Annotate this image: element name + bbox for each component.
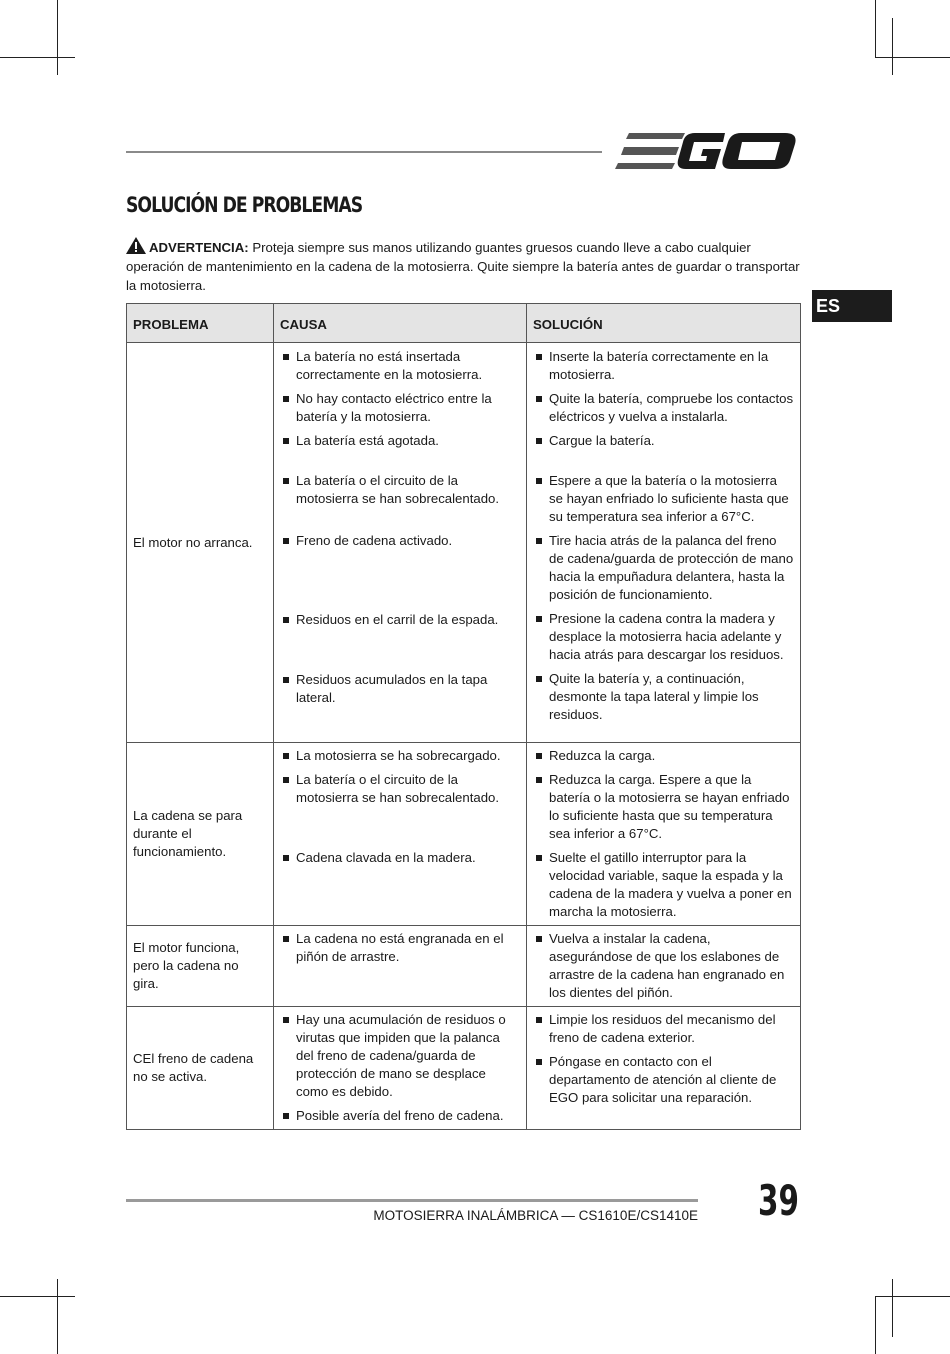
ego-logo: [615, 128, 800, 174]
table-header-row: [127, 304, 801, 343]
page-number: 39: [758, 1176, 799, 1225]
solution-item: Suelte el gatillo interruptor para la velocidad variable, saque la espada y la cadena de la madera y vuelva a poner en marcha la motosierra.: [533, 849, 794, 921]
cause-cell: [274, 1007, 527, 1130]
cause-item: La batería o el circuito de la motosierra se han sobrecalentado.: [280, 472, 520, 508]
crop-mark: [57, 1279, 58, 1354]
solution-item: Quite la batería y, a continuación, desmonte la tapa lateral y limpie los residuos.: [533, 670, 794, 724]
cause-item: La cadena no está engranada en el piñón de arrastre.: [280, 930, 520, 966]
solution-item: Cargue la batería.: [533, 432, 794, 450]
cause-item: Freno de cadena activado.: [280, 532, 520, 550]
warning-text: Proteja siempre sus manos utilizando guantes gruesos cuando lleve a cabo cualquier operación de mantenimiento en la cadena de la motosierra. Quite siempre la batería antes de guardar o transportar la motosierra.: [126, 240, 800, 293]
solution-item: Quite la batería, compruebe los contactos eléctricos y vuelva a instalarla.: [533, 390, 794, 426]
cause-item: La motosierra se ha sobrecargado.: [280, 747, 520, 765]
solution-item: Tire hacia atrás de la palanca del freno de cadena/guarda de protección de mano hacia la empuñadura delantera, hasta la posición de funcionamiento.: [533, 532, 794, 604]
crop-mark: [875, 0, 876, 58]
solution-cell: [527, 743, 801, 926]
solution-item: Espere a que la batería o la motosierra se hayan enfriado lo suficiente hasta que su temperatura sea inferior a 67°C.: [533, 472, 794, 526]
cause-item: La batería o el circuito de la motosierra se han sobrecalentado.: [280, 771, 520, 807]
crop-mark: [876, 57, 950, 58]
problem-cell: CEl freno de cadena no se activa.: [127, 1007, 274, 1130]
cause-cell: [274, 343, 527, 743]
solution-cell: [527, 926, 801, 1007]
cause-item: Residuos en el carril de la espada.: [280, 611, 520, 629]
solution-item: Limpie los residuos del mecanismo del freno de cadena exterior.: [533, 1011, 794, 1047]
cause-item: La batería está agotada.: [280, 432, 520, 450]
solution-item: Presione la cadena contra la madera y desplace la motosierra hacia adelante y hacia atrás para descargar los residuos.: [533, 610, 794, 664]
cause-cell: [274, 743, 527, 926]
cause-item: Residuos acumulados en la tapa lateral.: [280, 671, 520, 707]
problem-cell: El motor no arranca.: [127, 343, 274, 743]
solution-cell: [527, 1007, 801, 1130]
solution-item: Reduzca la carga.: [533, 747, 794, 765]
warning-paragraph: [126, 237, 806, 295]
troubleshooting-table: [126, 303, 801, 1130]
cause-item: No hay contacto eléctrico entre la batería y la motosierra.: [280, 390, 520, 426]
crop-mark: [875, 1296, 876, 1354]
table-row: [127, 926, 801, 1007]
column-header-problem: PROBLEMA: [127, 304, 274, 343]
crop-mark: [0, 57, 75, 58]
solution-item: Póngase en contacto con el departamento de atención al cliente de EGO para solicitar una reparación.: [533, 1053, 794, 1107]
problem-cell: El motor funciona, pero la cadena no gira.: [127, 926, 274, 1007]
header-rule: [126, 151, 602, 153]
solution-cell: [527, 343, 801, 743]
cause-cell: [274, 926, 527, 1007]
crop-mark: [57, 0, 58, 75]
warning-label: ADVERTENCIA:: [149, 240, 249, 255]
cause-item: La batería no está insertada correctamente en la motosierra.: [280, 348, 520, 384]
warning-triangle-icon: [126, 237, 146, 254]
footer-rule: [126, 1199, 698, 1202]
table-row: [127, 1007, 801, 1130]
page-title: SOLUCIÓN DE PROBLEMAS: [126, 193, 363, 217]
solution-item: Vuelva a instalar la cadena, asegurándose de que los eslabones de arrastre de la cadena han engranado en los dientes del piñón.: [533, 930, 794, 1002]
solution-item: Reduzca la carga. Espere a que la batería o la motosierra se hayan enfriado lo suficiente hasta que su temperatura sea inferior a 67°C.: [533, 771, 794, 843]
crop-mark: [892, 1279, 893, 1337]
table-row: [127, 743, 801, 926]
problem-cell: La cadena se para durante el funcionamiento.: [127, 743, 274, 926]
crop-mark: [876, 1296, 950, 1297]
crop-mark: [892, 18, 893, 75]
footer-product-text: MOTOSIERRA INALÁMBRICA — CS1610E/CS1410E: [373, 1208, 698, 1223]
column-header-solution: SOLUCIÓN: [527, 304, 801, 343]
column-header-cause: CAUSA: [274, 304, 527, 343]
table-row: [127, 343, 801, 743]
solution-item: Inserte la batería correctamente en la motosierra.: [533, 348, 794, 384]
cause-item: Posible avería del freno de cadena.: [280, 1107, 520, 1125]
crop-mark: [0, 1296, 75, 1297]
cause-item: Cadena clavada en la madera.: [280, 849, 520, 867]
language-tab: ES: [812, 290, 892, 322]
cause-item: Hay una acumulación de residuos o virutas que impiden que la palanca del freno de cadena/guarda de protección de mano se desplace como es debido.: [280, 1011, 520, 1101]
